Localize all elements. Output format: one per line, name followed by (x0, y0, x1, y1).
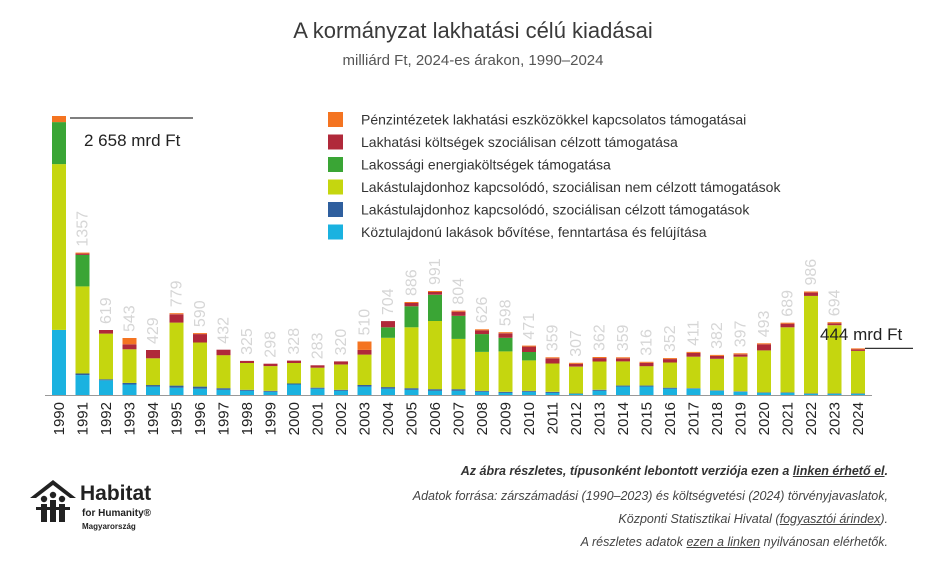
bar-segment-social_cost-2020 (757, 344, 771, 350)
x-tick-label-2011: 2011 (544, 402, 562, 435)
total-label-2014: 359 (615, 324, 632, 352)
bar-segment-owner_nonsocial-2017 (687, 357, 701, 389)
bar-segment-social_cost-2009 (499, 333, 513, 338)
cpi-link[interactable]: fogyasztói árindex (779, 512, 881, 526)
bar-segment-owner_nonsocial-2004 (381, 338, 395, 387)
x-tick-label-2004: 2004 (380, 402, 397, 436)
bar-segment-public_housing-1995 (170, 388, 184, 395)
bar-segment-public_housing-2003 (358, 387, 372, 395)
bar-segment-social_cost-2010 (522, 347, 536, 352)
footer-line-2: Adatok forrása: zárszámadási (1990–2023) és költségvetési (2024) törvényjavaslatok, (412, 489, 888, 503)
bar-segment-owner_nonsocial-2005 (405, 327, 419, 388)
x-tick-label-1994: 1994 (145, 402, 162, 436)
bar-segment-financial-2018 (710, 355, 724, 356)
total-label-1993: 543 (121, 305, 139, 332)
bar-segment-public_housing-1994 (146, 387, 160, 395)
logo-tagline: for Humanity® (82, 508, 152, 519)
bar-segment-owner_nonsocial-2011 (546, 364, 560, 392)
bar-segment-social_cost-1992 (99, 330, 113, 334)
x-tick-label-1992: 1992 (98, 402, 115, 436)
bar-segment-social_cost-1998 (240, 361, 254, 363)
bar-segment-owner_nonsocial-2001 (311, 368, 325, 388)
bar-segment-public_housing-1998 (240, 391, 254, 395)
bar-segment-public_housing-1991 (76, 375, 90, 395)
total-label-2002: 320 (333, 328, 350, 356)
legend-label-energy: Lakossági energiaköltségek támogatása (361, 156, 611, 173)
total-label-1992: 619 (98, 297, 115, 324)
footer-detail-link[interactable]: linken érhető el (792, 464, 885, 478)
bar-segment-social_cost-2005 (405, 303, 419, 306)
bar-segment-owner_nonsocial-1996 (193, 343, 207, 387)
total-label-2015: 316 (638, 329, 656, 356)
total-label-2012: 307 (568, 330, 585, 357)
bar-segment-owner_social-2002 (334, 390, 348, 391)
bar-segment-owner_nonsocial-2021 (781, 327, 795, 392)
x-tick-label-1998: 1998 (239, 402, 256, 436)
bar-segment-social_cost-2017 (687, 353, 701, 357)
bar-segment-owner_nonsocial-1992 (99, 334, 113, 380)
total-label-2013: 362 (591, 324, 609, 351)
bar-segment-owner_social-2003 (358, 385, 372, 387)
bar-segment-owner_social-2006 (428, 389, 442, 391)
x-tick-label-2013: 2013 (591, 402, 609, 436)
bar-segment-public_housing-2001 (311, 389, 325, 395)
bar-segment-owner_social-1993 (123, 383, 137, 385)
bar-segment-public_housing-2006 (428, 391, 442, 395)
bar-segment-public_housing-2009 (499, 393, 513, 395)
habitat-logo[interactable] (28, 478, 178, 538)
bar-segment-owner_social-2013 (593, 390, 607, 391)
total-label-2021: 689 (779, 289, 797, 317)
bar-segment-energy-2005 (405, 306, 419, 327)
bar-segment-public_housing-2019 (734, 392, 748, 395)
bar-segment-public_housing-1993 (123, 385, 137, 396)
bar-segment-financial-2020 (757, 343, 771, 344)
bar-segment-owner_social-2007 (452, 389, 466, 391)
x-tick-label-2017: 2017 (685, 402, 703, 436)
bar-segment-public_housing-2014 (616, 387, 630, 395)
bar-segment-owner_nonsocial-1991 (76, 286, 90, 373)
bar-segment-financial-2022 (804, 292, 818, 293)
x-tick-label-2021: 2021 (779, 402, 797, 436)
bar-segment-social_cost-2022 (804, 293, 818, 296)
bar-segment-public_housing-1999 (264, 392, 278, 395)
bar-segment-owner_nonsocial-2006 (428, 321, 442, 389)
bar-segment-owner_social-2021 (781, 392, 795, 393)
bar-segment-energy-2009 (499, 338, 513, 352)
bar-segment-owner_social-2014 (616, 386, 630, 387)
bar-segment-financial-1991 (76, 253, 90, 254)
bar-segment-public_housing-2004 (381, 389, 395, 395)
bar-segment-owner_nonsocial-2007 (452, 339, 466, 389)
bar-segment-financial-2016 (663, 358, 677, 359)
bar-segment-owner_social-2009 (499, 392, 513, 393)
bar-segment-owner_social-2022 (804, 393, 818, 394)
bar-segment-financial-1995 (170, 313, 184, 314)
bar-segment-public_housing-2010 (522, 392, 536, 395)
legend-swatch-social_cost (328, 135, 343, 150)
bar-segment-social_cost-2019 (734, 354, 748, 356)
x-tick-label-2019: 2019 (732, 402, 750, 436)
bar-segment-owner_nonsocial-2014 (616, 361, 630, 385)
bar-segment-owner_social-1994 (146, 385, 160, 387)
bar-segment-financial-2014 (616, 357, 630, 358)
bar-segment-public_housing-2002 (334, 391, 348, 395)
footer-line-4-text: A részletes adatok (580, 535, 687, 549)
bar-segment-social_cost-2008 (475, 330, 489, 334)
bar-segment-owner_social-1995 (170, 386, 184, 388)
bar-segment-owner_nonsocial-1998 (240, 363, 254, 390)
bar-segment-owner_social-2001 (311, 388, 325, 389)
bar-segment-owner_social-1996 (193, 387, 207, 389)
legend-label-financial: Pénzintézetek lakhatási eszközökkel kapcsolatos támogatásai (361, 111, 747, 128)
x-tick-label-2008: 2008 (474, 402, 491, 436)
bar-segment-owner_social-2017 (687, 388, 701, 389)
bar-segment-owner_social-2005 (405, 388, 419, 390)
total-label-2019: 397 (732, 320, 750, 348)
bar-segment-public_housing-2008 (475, 392, 489, 395)
x-tick-label-2014: 2014 (615, 402, 632, 436)
x-tick-label-1997: 1997 (215, 402, 233, 436)
legend-label-public_housing: Köztulajdonú lakások bővítése, fenntartása és felújítása (361, 224, 707, 240)
bar-segment-owner_social-2004 (381, 387, 395, 389)
bar-segment-financial-2017 (687, 352, 701, 353)
x-tick-label-2007: 2007 (450, 402, 468, 436)
annotation-last-total: 444 mrd Ft (820, 325, 903, 344)
habitat-house-icon (28, 478, 78, 524)
logo-country: Magyarország (82, 522, 136, 531)
total-label-1997: 432 (215, 316, 233, 344)
legend-swatch-owner_nonsocial (328, 180, 343, 195)
bar-segment-public_housing-2013 (593, 391, 607, 395)
bar-segment-financial-1996 (193, 333, 207, 334)
bar-segment-social_cost-2001 (311, 365, 325, 367)
total-label-2011: 359 (544, 324, 562, 352)
total-label-2000: 328 (286, 327, 303, 355)
total-label-2001: 283 (309, 332, 327, 360)
legend-swatch-owner_social (328, 202, 343, 217)
bar-segment-owner_nonsocial-2013 (593, 361, 607, 389)
bar-segment-energy-2008 (475, 334, 489, 352)
bar-segment-owner_social-2024 (851, 393, 865, 394)
bar-segment-social_cost-1996 (193, 334, 207, 342)
x-tick-label-2023: 2023 (826, 402, 844, 436)
total-label-1998: 325 (239, 328, 256, 355)
bar-segment-social_cost-1997 (217, 350, 231, 356)
bar-segment-owner_nonsocial-2015 (640, 366, 654, 385)
bar-segment-public_housing-2016 (663, 389, 677, 395)
bar-segment-public_housing-2017 (687, 389, 701, 395)
bar-segment-public_housing-2023 (828, 394, 842, 395)
legend-swatch-public_housing (328, 225, 343, 240)
footer-line-3 (618, 512, 888, 526)
bar-segment-social_cost-2021 (781, 324, 795, 328)
bar-segment-owner_nonsocial-2019 (734, 357, 748, 392)
bar-segment-owner_nonsocial-2000 (287, 363, 301, 384)
x-tick-label-2006: 2006 (427, 402, 444, 436)
total-label-2006: 991 (427, 258, 444, 285)
bar-segment-public_housing-2018 (710, 391, 724, 395)
bar-segment-owner_social-2018 (710, 390, 724, 391)
bar-segment-financial-2006 (428, 291, 442, 292)
total-label-1995: 779 (168, 280, 186, 308)
bar-segment-owner_social-2011 (546, 392, 560, 393)
total-label-2017: 411 (685, 320, 703, 346)
bar-segment-public_housing-1992 (99, 380, 113, 395)
bar-segment-owner_nonsocial-2024 (851, 351, 865, 394)
x-tick-label-2000: 2000 (286, 402, 303, 436)
bar-segment-social_cost-2013 (593, 358, 607, 361)
total-label-2023: 694 (826, 289, 844, 317)
chart-title: A kormányzat lakhatási célú kiadásai (293, 18, 653, 43)
x-tick-label-2015: 2015 (638, 402, 656, 436)
bar-segment-owner_social-1999 (264, 391, 278, 392)
total-label-1999: 298 (262, 330, 280, 358)
bar-segment-owner_social-2019 (734, 391, 748, 392)
footer-line-1 (461, 464, 888, 478)
bar-segment-owner_nonsocial-1999 (264, 366, 278, 391)
total-label-2005: 886 (403, 269, 421, 296)
x-tick-label-1996: 1996 (192, 402, 209, 436)
x-tick-label-2012: 2012 (568, 402, 585, 436)
total-label-2009: 598 (497, 299, 515, 327)
total-label-1996: 590 (192, 300, 209, 328)
x-tick-label-2022: 2022 (803, 402, 820, 436)
total-label-1994: 429 (145, 317, 162, 344)
bar-segment-owner_social-1991 (76, 374, 90, 376)
bar-segment-financial-2005 (405, 302, 419, 303)
bar-segment-social_cost-2012 (569, 364, 583, 367)
x-tick-label-2001: 2001 (309, 402, 327, 436)
bar-segment-public_housing-2024 (851, 394, 865, 395)
bar-segment-social_cost-2000 (287, 361, 301, 363)
bar-segment-owner_nonsocial-1994 (146, 358, 160, 385)
bar-segment-public_housing-2000 (287, 385, 301, 396)
bar-segment-social_cost-2015 (640, 363, 654, 366)
bar-segment-public_housing-2015 (640, 387, 654, 395)
total-label-1991: 1357 (74, 211, 92, 247)
bar-segment-social_cost-2014 (616, 358, 630, 361)
x-tick-label-1995: 1995 (168, 402, 186, 436)
bar-segment-energy-2006 (428, 295, 442, 321)
bar-segment-financial-2012 (569, 363, 583, 364)
data-link[interactable]: ezen a linken (686, 535, 761, 549)
bar-segment-financial-2008 (475, 329, 489, 330)
bar-segment-owner_nonsocial-2016 (663, 363, 677, 388)
bar-segment-owner_nonsocial-2003 (358, 355, 372, 385)
bar-segment-owner_social-1998 (240, 390, 254, 391)
bar-segment-energy-1991 (76, 255, 90, 287)
bar-segment-owner_nonsocial-1993 (123, 349, 137, 383)
chart-subtitle: milliárd Ft, 2024-es árakon, 1990–2024 (342, 52, 604, 69)
bar-segment-social_cost-2024 (851, 349, 865, 351)
bar-segment-public_housing-1990 (52, 330, 66, 395)
bar-segment-financial-2015 (640, 362, 654, 363)
bar-segment-public_housing-2022 (804, 394, 818, 395)
bar-segment-public_housing-1996 (193, 389, 207, 395)
legend-label-social_cost: Lakhatási költségek szociálisan célzott támogatása (361, 134, 678, 150)
footer-line-3-text: Központi Statisztikai Hivatal ( (618, 512, 780, 526)
bar-segment-owner_social-2016 (663, 388, 677, 389)
total-label-2020: 493 (756, 310, 773, 338)
bar-segment-owner_social-2020 (757, 392, 771, 393)
x-tick-label-2009: 2009 (497, 402, 515, 436)
bar-segment-financial-2011 (546, 357, 560, 358)
bar-segment-financial-1990 (52, 116, 66, 122)
bar-segment-owner_nonsocial-2020 (757, 350, 771, 392)
footer-line-4 (581, 535, 888, 549)
bar-segment-owner_nonsocial-2018 (710, 359, 724, 391)
x-tick-label-2024: 2024 (850, 402, 867, 436)
bar-segment-public_housing-2005 (405, 390, 419, 395)
bar-segment-public_housing-2021 (781, 393, 795, 395)
bar-segment-owner_nonsocial-2022 (804, 296, 818, 394)
bar-segment-social_cost-2006 (428, 292, 442, 295)
bar-segment-social_cost-2007 (452, 312, 466, 316)
x-tick-label-1993: 1993 (121, 402, 139, 436)
bar-segment-social_cost-1993 (123, 344, 137, 349)
bar-segment-financial-2019 (734, 353, 748, 354)
x-tick-label-2002: 2002 (333, 402, 350, 436)
legend-label-owner_social: Lakástulajdonhoz kapcsolódó, szociálisan célzott támogatások (361, 201, 750, 218)
x-tick-label-2018: 2018 (709, 402, 726, 436)
annotation-first-total: 2 658 mrd Ft (84, 131, 181, 150)
footer-line-4-end: nyilvánosan elérhetők. (760, 535, 888, 549)
total-label-2010: 471 (521, 312, 538, 340)
bar-segment-public_housing-2007 (452, 391, 466, 395)
legend-swatch-financial (328, 112, 343, 127)
total-label-2022: 986 (803, 258, 820, 286)
bar-segment-public_housing-2020 (757, 393, 771, 395)
total-label-2007: 804 (450, 277, 468, 305)
bar-segment-social_cost-2018 (710, 356, 724, 359)
bar-segment-owner_social-2023 (828, 393, 842, 394)
bar-segment-owner_social-1992 (99, 379, 113, 380)
bar-segment-financial-2007 (452, 311, 466, 312)
x-tick-label-2005: 2005 (403, 402, 421, 436)
total-label-2004: 704 (380, 288, 397, 316)
x-tick-label-2020: 2020 (756, 402, 773, 436)
x-tick-label-1991: 1991 (74, 402, 92, 436)
bar-segment-owner_nonsocial-2008 (475, 352, 489, 391)
bar-segment-social_cost-1995 (170, 314, 184, 322)
legend-swatch-energy (328, 157, 343, 172)
bar-segment-owner_social-2008 (475, 391, 489, 392)
footer-line-1-text: Az ábra részletes, típusonként lebontott verziója ezen a (460, 464, 793, 478)
bar-segment-public_housing-2011 (546, 393, 560, 395)
bar-segment-energy-1990 (52, 122, 66, 164)
bar-segment-public_housing-2012 (569, 394, 583, 395)
bar-segment-financial-2009 (499, 332, 513, 333)
bar-segment-owner_social-1997 (217, 388, 231, 390)
bar-segment-financial-2010 (522, 346, 536, 347)
bar-segment-energy-2010 (522, 352, 536, 360)
bar-segment-public_housing-1997 (217, 390, 231, 395)
bar-segment-financial-2023 (828, 322, 842, 323)
total-label-2003: 510 (356, 308, 374, 336)
bar-segment-social_cost-1999 (264, 364, 278, 366)
bar-segment-financial-2003 (358, 342, 372, 350)
logo-name: Habitat (80, 482, 152, 505)
bar-segment-social_cost-2016 (663, 359, 677, 362)
x-tick-label-1999: 1999 (262, 402, 280, 436)
x-tick-label-2010: 2010 (521, 402, 538, 436)
total-label-2008: 626 (474, 296, 491, 324)
bar-segment-owner_nonsocial-1990 (52, 164, 66, 330)
legend-label-owner_nonsocial: Lakástulajdonhoz kapcsolódó, szociálisan nem célzott támogatások (361, 179, 781, 195)
bar-segment-energy-2004 (381, 327, 395, 338)
bar-segment-owner_nonsocial-2002 (334, 365, 348, 390)
bar-segment-owner_nonsocial-2010 (522, 360, 536, 390)
bar-segment-financial-1993 (123, 338, 137, 344)
footer-line-3-end: ). (880, 512, 888, 526)
x-tick-label-2016: 2016 (662, 402, 679, 436)
bar-segment-owner_nonsocial-2009 (499, 351, 513, 391)
bar-segment-social_cost-1994 (146, 350, 160, 358)
bar-segment-owner_nonsocial-2012 (569, 367, 583, 394)
bar-segment-owner_social-2000 (287, 384, 301, 385)
bar-segment-social_cost-2002 (334, 361, 348, 364)
bar-segment-owner_social-2015 (640, 386, 654, 387)
bar-segment-financial-2024 (851, 348, 865, 349)
bar-segment-social_cost-2011 (546, 358, 560, 363)
total-label-2016: 352 (662, 325, 679, 353)
x-tick-label-1990: 1990 (51, 402, 68, 436)
footer-line-1-end: . (884, 464, 888, 478)
bar-segment-financial-2021 (781, 323, 795, 324)
bar-segment-social_cost-2004 (381, 321, 395, 327)
bar-segment-social_cost-1991 (76, 254, 90, 255)
bar-segment-social_cost-2003 (358, 350, 372, 355)
x-tick-label-2003: 2003 (356, 402, 374, 436)
total-label-2018: 382 (709, 322, 726, 349)
bar-segment-owner_social-2010 (522, 391, 536, 392)
bar-segment-owner_nonsocial-1997 (217, 355, 231, 388)
bar-segment-financial-2013 (593, 357, 607, 358)
bar-segment-energy-2007 (452, 316, 466, 339)
bar-segment-owner_nonsocial-1995 (170, 323, 184, 386)
